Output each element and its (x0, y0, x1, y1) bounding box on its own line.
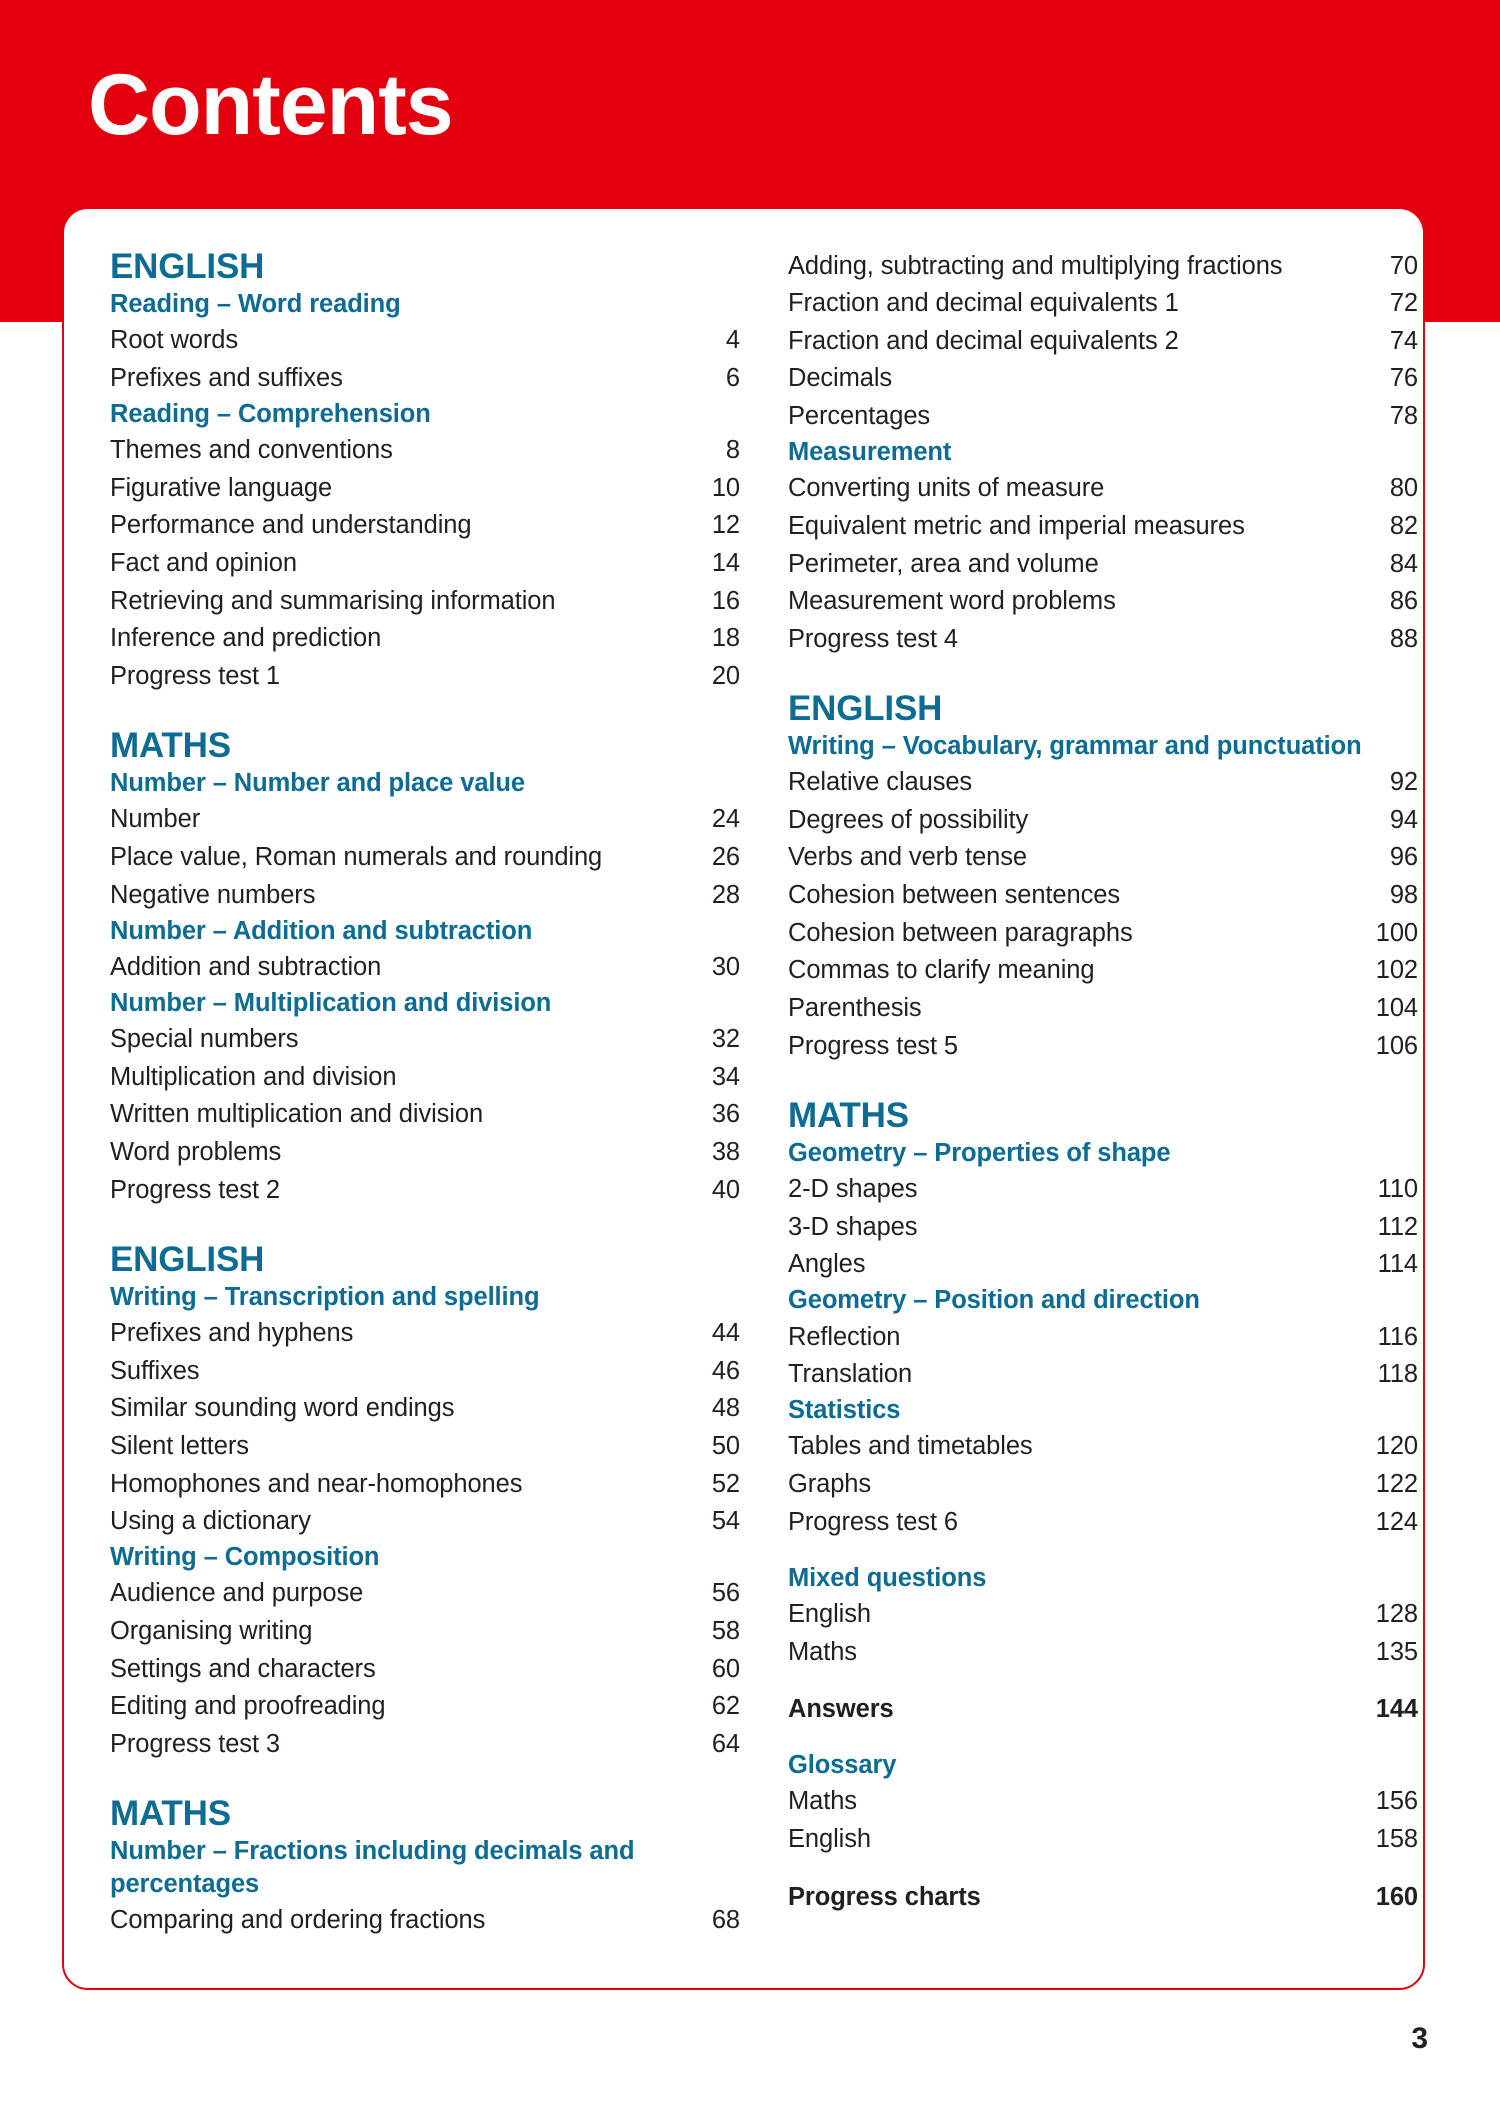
toc-entry-label: Cohesion between paragraphs (788, 918, 1133, 947)
section-spacer (788, 1728, 1418, 1748)
toc-entry-page-number: 156 (1375, 1787, 1418, 1816)
group-heading-writing-composition: Writing – Composition (110, 1543, 380, 1572)
toc-entry-page-number: 40 (711, 1175, 740, 1204)
toc-entry[interactable] (110, 1503, 740, 1541)
toc-entry-label: Multiplication and division (110, 1062, 397, 1091)
toc-entry-label: English (788, 1825, 871, 1853)
toc-entry-page-number: 68 (711, 1906, 740, 1934)
toc-entry-label: Maths (788, 1787, 857, 1816)
subject-heading-english: ENGLISH (110, 247, 265, 286)
toc-entry-page-number: 38 (711, 1138, 740, 1166)
group-heading-number-number-and-place-value: Number – Number and place value (110, 769, 525, 798)
toc-entry[interactable] (110, 1352, 740, 1390)
toc-entry-page-number: 94 (1389, 805, 1418, 834)
toc-entry-label: Progress test 4 (788, 624, 958, 653)
toc-entry[interactable] (788, 1633, 1418, 1671)
toc-entry-label: Perimeter, area and volume (788, 549, 1099, 578)
toc-entry-page-number: 20 (711, 661, 740, 690)
toc-entry-page-number: 124 (1375, 1507, 1418, 1536)
group-heading-reading-word-reading: Reading – Word reading (110, 290, 401, 319)
toc-column-left (110, 247, 740, 1968)
toc-entry[interactable] (788, 1821, 1418, 1859)
toc-entry-page-number: 106 (1375, 1031, 1418, 1060)
toc-entry-label: Progress test 2 (110, 1175, 280, 1204)
toc-entry-page-number: 54 (711, 1507, 740, 1536)
toc-entry-label: English (788, 1599, 871, 1628)
toc-entry-page-number: 160 (1375, 1882, 1418, 1911)
toc-entry[interactable] (788, 1171, 1418, 1209)
toc-entry[interactable] (110, 1725, 740, 1763)
toc-entry-label: Organising writing (110, 1617, 313, 1646)
toc-entry[interactable] (788, 839, 1418, 877)
toc-entry-label: Silent letters (110, 1431, 249, 1460)
toc-entry-page-number: 112 (1377, 1212, 1418, 1241)
toc-entry-label: Similar sounding word endings (110, 1394, 455, 1423)
toc-entry-label: Fraction and decimal equivalents 1 (788, 289, 1179, 318)
toc-entry-label: Word problems (110, 1138, 282, 1166)
toc-entry-page-number: 18 (711, 624, 740, 653)
toc-entry-label: Equivalent metric and imperial measures (788, 511, 1245, 540)
toc-entry-page-number: 14 (711, 549, 740, 578)
toc-entry-label: Suffixes (110, 1356, 200, 1385)
subject-heading-english: ENGLISH (110, 1239, 265, 1279)
toc-entry-page-number: 96 (1389, 843, 1418, 872)
group-heading-number-fractions-including-decimals-and-percentages: Number – Fractions including decimals and percentages (110, 1837, 635, 1898)
toc-entry[interactable] (110, 657, 740, 695)
toc-entry-page-number: 86 (1389, 587, 1418, 616)
toc-entry[interactable] (110, 1134, 740, 1172)
section-spacer (788, 1858, 1418, 1878)
toc-column-right (788, 247, 1418, 1968)
toc-entry-label: Place value, Roman numerals and rounding (110, 843, 603, 871)
toc-entry-page-number: 34 (711, 1062, 740, 1091)
subject-heading-english: ENGLISH (788, 688, 943, 728)
toc-entry-page-number: 70 (1389, 251, 1418, 280)
toc-entry[interactable] (788, 952, 1418, 990)
toc-entry[interactable] (110, 620, 740, 658)
toc-entry-page-number: 58 (711, 1617, 740, 1646)
toc-entry-label: Converting units of measure (788, 474, 1105, 503)
toc-entry-page-number: 30 (711, 952, 740, 981)
toc-entry-label: Prefixes and suffixes (110, 363, 343, 392)
toc-entry[interactable] (110, 1613, 740, 1651)
toc-entry-label: Root words (110, 326, 238, 355)
toc-entry-page-number: 24 (711, 805, 740, 834)
toc-entry[interactable] (788, 989, 1418, 1027)
toc-entry-label: Audience and purpose (110, 1579, 364, 1608)
group-heading-number-addition-and-subtraction: Number – Addition and subtraction (110, 916, 533, 945)
toc-entry[interactable] (788, 877, 1418, 915)
toc-entry-page-number: 98 (1389, 881, 1418, 910)
toc-entry[interactable] (110, 1096, 740, 1134)
toc-entry-page-number: 44 (711, 1319, 740, 1348)
toc-entry[interactable] (110, 876, 740, 914)
toc-entry-label: Number (110, 805, 201, 834)
toc-entry-page-number: 26 (711, 843, 740, 871)
toc-entry-label: Special numbers (110, 1025, 299, 1054)
toc-entry-label: Maths (788, 1637, 857, 1666)
toc-entry[interactable] (110, 801, 740, 839)
toc-entry[interactable] (788, 322, 1418, 360)
toc-entry-page-number: 114 (1377, 1250, 1418, 1279)
toc-entry-label: Inference and prediction (110, 624, 382, 653)
subject-heading-maths: MATHS (110, 726, 231, 766)
toc-entry[interactable] (788, 764, 1418, 802)
toc-entry[interactable] (788, 1595, 1418, 1633)
toc-entry-page-number: 28 (711, 880, 740, 909)
toc-entry-page-number: 8 (725, 436, 740, 465)
toc-entry-page-number: 128 (1375, 1599, 1418, 1628)
toc-entry-label: Commas to clarify meaning (788, 956, 1095, 985)
toc-entry[interactable] (788, 247, 1418, 285)
toc-entry-label: Answers (788, 1695, 894, 1724)
toc-entry-label: Performance and understanding (110, 511, 472, 540)
toc-entry[interactable] (788, 1208, 1418, 1246)
toc-entry-page-number: 46 (711, 1356, 740, 1385)
toc-entry-label: Degrees of possibility (788, 805, 1029, 834)
toc-entry-page-number: 122 (1375, 1470, 1418, 1498)
toc-entry-label: Progress test 6 (788, 1507, 958, 1536)
toc-entry[interactable] (788, 1428, 1418, 1466)
group-heading-statistics: Statistics (788, 1396, 901, 1425)
section-spacer (110, 1763, 740, 1794)
toc-entry-label: Progress test 5 (788, 1031, 958, 1060)
toc-entry-label: Fact and opinion (110, 549, 297, 578)
group-heading-geometry-position-and-direction: Geometry – Position and direction (788, 1286, 1200, 1315)
toc-entry[interactable] (110, 1390, 740, 1428)
toc-entry-page-number: 144 (1375, 1695, 1418, 1724)
toc-entry-label: Progress test 1 (110, 661, 280, 690)
toc-entry-label: Tables and timetables (788, 1432, 1033, 1461)
toc-entry-page-number: 74 (1389, 326, 1418, 355)
toc-entry[interactable] (788, 470, 1418, 508)
group-heading-measurement: Measurement (788, 438, 952, 467)
toc-entry-label: Figurative language (110, 473, 333, 502)
toc-entry[interactable] (110, 1058, 740, 1096)
toc-entry[interactable] (110, 322, 740, 360)
toc-entry[interactable] (788, 285, 1418, 323)
toc-entry-page-number: 36 (711, 1100, 740, 1129)
group-heading-reading-comprehension: Reading – Comprehension (110, 400, 431, 429)
toc-entry-page-number: 118 (1377, 1360, 1418, 1389)
toc-entry[interactable] (110, 359, 740, 397)
toc-entry-label: 2-D shapes (788, 1175, 918, 1203)
toc-entry-label: Comparing and ordering fractions (110, 1906, 486, 1934)
toc-entry-label: Relative clauses (788, 768, 973, 797)
toc-entry[interactable] (110, 469, 740, 507)
section-spacer (110, 695, 740, 726)
toc-entry-label: Negative numbers (110, 880, 316, 909)
toc-entry-page-number: 64 (711, 1729, 740, 1758)
toc-entry[interactable] (788, 1878, 1418, 1916)
toc-entry-page-number: 88 (1389, 624, 1418, 653)
toc-entry-page-number: 102 (1375, 956, 1418, 985)
toc-entry[interactable] (110, 1575, 740, 1613)
toc-entry-label: Decimals (788, 364, 893, 393)
toc-entry-label: Parenthesis (788, 993, 922, 1022)
toc-entry-label: Settings and characters (110, 1654, 376, 1683)
toc-entry-page-number: 84 (1389, 549, 1418, 578)
toc-entry[interactable] (110, 1171, 740, 1209)
toc-entry[interactable] (110, 948, 740, 986)
toc-entry[interactable] (110, 1465, 740, 1503)
toc-entry-label: Progress test 3 (110, 1729, 280, 1758)
toc-entry-label: Adding, subtracting and multiplying fractions (788, 251, 1283, 280)
toc-entry-page-number: 48 (711, 1394, 740, 1423)
toc-entry[interactable] (788, 1691, 1418, 1729)
toc-entry-page-number: 104 (1375, 993, 1418, 1022)
group-heading-writing-transcription-and-spelling: Writing – Transcription and spelling (110, 1282, 540, 1311)
toc-entry-page-number: 116 (1377, 1322, 1418, 1351)
toc-entry-page-number: 52 (711, 1469, 740, 1498)
toc-entry[interactable] (110, 1902, 740, 1940)
toc-entry-page-number: 158 (1375, 1825, 1418, 1853)
toc-entry-page-number: 78 (1389, 402, 1418, 430)
group-heading-number-multiplication-and-division: Number – Multiplication and division (110, 989, 552, 1017)
toc-entry-label: Fraction and decimal equivalents 2 (788, 326, 1179, 355)
section-spacer (788, 658, 1418, 689)
toc-entry[interactable] (110, 507, 740, 545)
toc-entry-page-number: 76 (1389, 364, 1418, 393)
toc-entry-label: Written multiplication and division (110, 1100, 484, 1129)
toc-entry-page-number: 60 (711, 1654, 740, 1683)
toc-entry-page-number: 12 (711, 511, 740, 540)
section-spacer (788, 1065, 1418, 1096)
toc-entry[interactable] (788, 545, 1418, 583)
toc-entry-label: Angles (788, 1250, 866, 1279)
toc-entry-label: Editing and proofreading (110, 1692, 386, 1721)
toc-entry-label: Graphs (788, 1470, 872, 1498)
toc-entry[interactable] (788, 1318, 1418, 1356)
toc-entry-page-number: 62 (711, 1692, 740, 1721)
toc-entry[interactable] (788, 1466, 1418, 1504)
toc-entry[interactable] (788, 1356, 1418, 1394)
toc-entry-page-number: 56 (711, 1579, 740, 1608)
toc-entry[interactable] (110, 545, 740, 583)
toc-entry[interactable] (110, 1021, 740, 1059)
subject-heading-maths: MATHS (788, 1095, 909, 1135)
toc-entry-label: Cohesion between sentences (788, 881, 1120, 910)
contents-card (62, 207, 1425, 1990)
toc-entry-page-number: 32 (711, 1025, 740, 1054)
toc-entry-page-number: 4 (725, 326, 740, 355)
toc-entry[interactable] (110, 1650, 740, 1688)
toc-entry-page-number: 10 (711, 473, 740, 502)
toc-entry[interactable] (110, 839, 740, 877)
toc-entry[interactable] (788, 1027, 1418, 1065)
toc-entry-label: Retrieving and summarising information (110, 586, 556, 615)
toc-entry-label: Themes and conventions (110, 436, 393, 465)
toc-entry-page-number: 92 (1389, 768, 1418, 797)
toc-entry-label: 3-D shapes (788, 1212, 918, 1241)
toc-entry-label: Addition and subtraction (110, 952, 382, 981)
toc-entry[interactable] (788, 620, 1418, 658)
group-heading-geometry-properties-of-shape: Geometry – Properties of shape (788, 1138, 1171, 1167)
page-title: Contents (88, 57, 453, 153)
toc-entry-label: Translation (788, 1360, 913, 1389)
page-number-folio: 3 (1411, 2022, 1428, 2055)
toc-entry-page-number: 100 (1375, 918, 1418, 947)
toc-entry[interactable] (788, 507, 1418, 545)
toc-entry[interactable] (788, 1503, 1418, 1541)
toc-entry-page-number: 82 (1389, 511, 1418, 540)
toc-entry-label: Percentages (788, 402, 931, 430)
toc-entry-label: Verbs and verb tense (788, 843, 1027, 872)
toc-entry[interactable] (788, 1246, 1418, 1284)
section-spacer (788, 1671, 1418, 1691)
toc-entry[interactable] (788, 398, 1418, 436)
subject-heading-maths: MATHS (110, 1794, 231, 1834)
toc-entry[interactable] (110, 432, 740, 470)
toc-entry-page-number: 16 (711, 586, 740, 615)
toc-entry-page-number: 135 (1375, 1637, 1418, 1666)
toc-entry[interactable] (788, 1783, 1418, 1821)
toc-entry[interactable] (788, 583, 1418, 621)
section-spacer (788, 1541, 1418, 1561)
toc-entry[interactable] (110, 582, 740, 620)
toc-entry-label: Homophones and near-homophones (110, 1469, 523, 1498)
toc-entry-page-number: 6 (725, 363, 740, 392)
toc-entry-page-number: 120 (1375, 1432, 1418, 1461)
toc-entry-label: Prefixes and hyphens (110, 1319, 354, 1348)
toc-entry-page-number: 110 (1377, 1175, 1418, 1203)
toc-entry[interactable] (788, 914, 1418, 952)
toc-entry[interactable] (110, 1427, 740, 1465)
toc-entry-page-number: 72 (1389, 289, 1418, 318)
toc-entry-page-number: 50 (711, 1431, 740, 1460)
toc-entry[interactable] (110, 1315, 740, 1353)
toc-entry[interactable] (788, 801, 1418, 839)
group-heading-writing-vocabulary-grammar-and-punctuation: Writing – Vocabulary, grammar and punctuation (788, 732, 1362, 761)
toc-entry-label: Reflection (788, 1322, 901, 1351)
toc-entry[interactable] (110, 1688, 740, 1726)
group-heading-mixed-questions: Mixed questions (788, 1563, 987, 1592)
group-heading-glossary: Glossary (788, 1751, 897, 1780)
toc-entry[interactable] (788, 360, 1418, 398)
section-spacer (110, 1209, 740, 1240)
toc-entry-label: Measurement word problems (788, 587, 1116, 616)
toc-entry-label: Using a dictionary (110, 1507, 311, 1536)
toc-entry-label: Progress charts (788, 1882, 981, 1911)
toc-entry-page-number: 80 (1389, 474, 1418, 503)
